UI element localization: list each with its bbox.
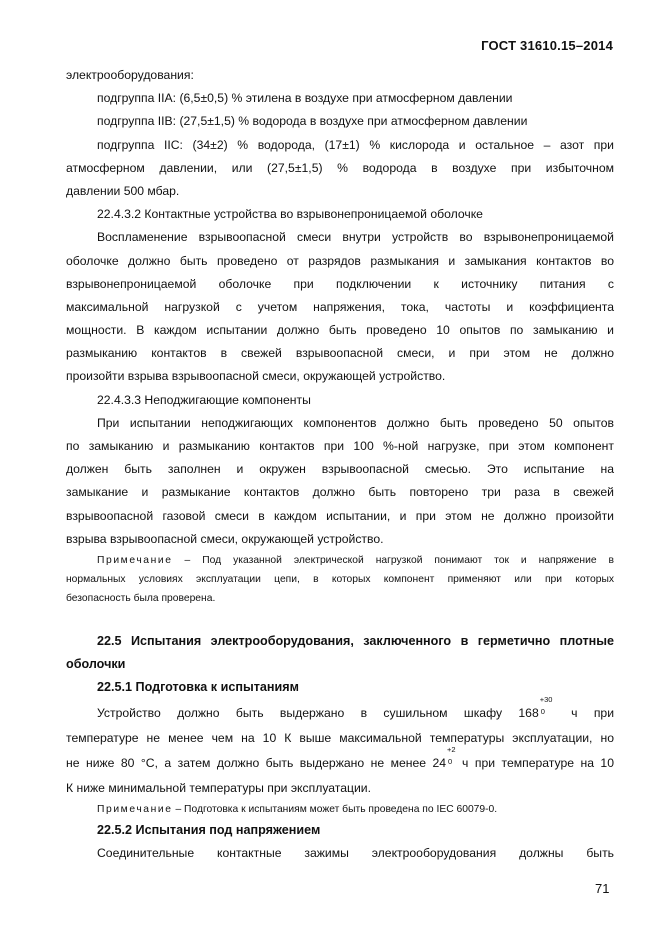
text-line: подгруппа IIA: (6,5±0,5) % этилена в воздухе при атмосферном давлении <box>97 91 513 106</box>
text-line <box>66 744 614 777</box>
text-span: ч при <box>571 705 615 720</box>
text-line: должен быть заполнен и окружен взрывоопасной смесью. Это испытание на <box>66 462 614 477</box>
text-line: подгруппа IIC: (34±2) % водорода, (17±1) % кислорода и остальное – азот при <box>97 137 614 152</box>
page-content <box>66 64 614 865</box>
note-label: Примечание <box>97 554 173 566</box>
text-line: по замыканию и размыканию контактов при 100 %-ной нагрузке, при этом компонент <box>66 439 614 453</box>
text-line: Соединительные контактные зажимы электрооборудования должны быть <box>97 846 614 861</box>
page-number: 71 <box>595 881 610 896</box>
text-line: К ниже минимальной температуры при эксплуатации. <box>66 780 371 795</box>
note-line <box>66 551 614 570</box>
spacer <box>66 608 614 630</box>
text-line: атмосферном давлении, или (27,5±1,5) % водорода в воздухе при избыточном <box>66 160 614 175</box>
text-line: взрыва взрывоопасной смеси, окружающей устройство. <box>66 531 384 546</box>
subsection-heading: 22.4.3.2 Контактные устройства во взрывонепроницаемой оболочке <box>97 207 483 222</box>
text-line <box>66 694 615 727</box>
subsection-heading: 22.5.2 Испытания под напряжением <box>97 822 321 837</box>
text-span: Устройство должно быть выдержано в сушильном шкафу 168 <box>97 705 539 720</box>
text-span: не ниже 80 °С, а затем должно быть выдержано не менее 24 <box>66 755 447 770</box>
note-label: Примечание <box>97 803 173 815</box>
text-line: подгруппа IIB: (27,5±1,5) % водорода в воздухе при атмосферном давлении <box>97 114 528 129</box>
text-line: взрывонепроницаемой оболочке при подключении к источнику питания с <box>66 276 614 291</box>
standard-header: ГОСТ 31610.15–2014 <box>481 38 613 53</box>
text-line: максимальной нагрузкой с учетом напряжения, тока, частоты и коэффициента <box>66 299 614 314</box>
note-line: нормальных условиях эксплуатации цепи, в которых компонент применяют или при которых <box>66 573 614 585</box>
tolerance-lower: 0 <box>448 756 453 766</box>
text-line: оболочке должно быть проведено от разрядов размыкания и замыкания контактов во <box>66 253 614 268</box>
subsection-heading: 22.4.3.3 Неподжигающие компоненты <box>97 392 311 407</box>
tolerance-upper: +30 <box>539 694 553 704</box>
note-line: безопасность была проверена. <box>66 592 216 604</box>
text-line: давлении 500 мбар. <box>66 183 180 198</box>
tolerance-upper: +2 <box>447 744 456 754</box>
text-line: мощности. В каждом испытании должно быть проведено 10 опытов по замыканию и <box>66 323 614 338</box>
note-text: – Подготовка к испытаниям может быть проведена по IEC 60079-0. <box>172 803 498 815</box>
text-span: ч при температуре на 10 <box>462 755 614 770</box>
note-text: – Под указанной электрической нагрузкой понимают ток и напряжение в <box>172 554 614 566</box>
text-line: произойти взрыва взрывоопасной смеси, окружающей устройство. <box>66 369 446 384</box>
tolerance-superscript <box>446 744 462 767</box>
text-line: Воспламенение взрывоопасной смеси внутри устройств во взрывонепроницаемой <box>97 230 614 245</box>
section-heading: оболочки <box>66 657 126 672</box>
tolerance-superscript <box>539 694 555 717</box>
section-heading: 22.5 Испытания электрооборудования, заключенного в герметично плотные <box>97 633 614 648</box>
text-line: электрооборудования: <box>66 68 194 82</box>
text-line: замыкание и размыкание контактов должно быть повторено три раза в свежей <box>66 485 614 500</box>
text-line: температуре не менее чем на 10 К выше максимальной температуры эксплуатации, но <box>66 730 614 745</box>
text-line: При испытании неподжигающих компонентов должно быть проведено 50 опытов <box>97 415 614 430</box>
text-line: взрывоопасной газовой смеси в каждом испытании, и при этом не должно произойти <box>66 508 614 523</box>
text-line: размыканию контактов в свежей взрывоопасной смеси, и при этом не должно <box>66 346 614 361</box>
note-line <box>66 800 614 819</box>
tolerance-lower: 0 <box>540 706 545 716</box>
subsection-heading: 22.5.1 Подготовка к испытаниям <box>97 680 299 695</box>
